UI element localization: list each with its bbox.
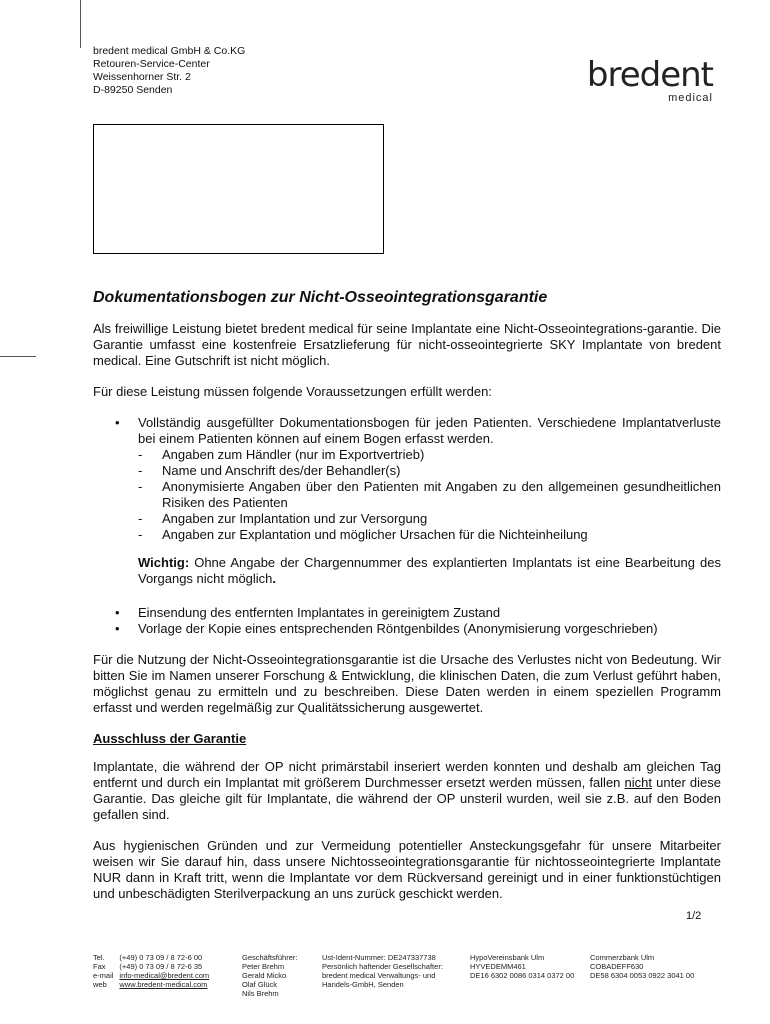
email-link[interactable]: info-medical@bredent.com [119,971,210,980]
sender-line: bredent medical GmbH & Co.KG [93,45,246,57]
usage-paragraph: Für die Nutzung der Nicht-Osseointegrationsgarantie ist die Ursache des Verlustes nicht von Bedeutung. Wir bitten Sie im Namen unserer Forschung & Entwicklung, die klinischen Daten, die zum Verlust geführt haben, möglichst genau zu ermitteln und zu beschreiben. Diese Daten werden in einem speziellen Programm erfasst und werden regelmäßig zur Qualitätssicherung ausgewertet. [93,652,721,715]
footer-bank-commerzbank: Commerzbank Ulm COBADEFF630 DE58 6304 0053 0922 3041 00 [590,953,695,980]
sub-list-item: - Angaben zur Explantation und möglicher Ursachen für die Nichteinheilung [138,527,588,542]
emphasis-underlined: nicht [624,775,653,790]
requirements-list [93,415,721,637]
sender-address [93,45,245,97]
list-item [93,605,721,621]
hygiene-paragraph: Aus hygienischen Gründen und zur Vermeidung potentieller Ansteckungsgefahr für unsere Mitarbeiter weisen wir Sie darauf hin, dass unsere Nichtosseointegrationsgarantie für nichtosseointegrierte Implantate NUR dann in Kraft tritt, wenn die Implantate vor dem Rückversand gereinigt und in einer funktionstüchtigen und unbeschädigten Sterilverpackung an uns zurück geschickt werden. [93,838,721,901]
exclusion-heading: Ausschluss der Garantie [93,731,247,746]
sender-line: D-89250 Senden [93,84,173,96]
bullet-text: Vorlage der Kopie eines entsprechenden Röntgenbildes (Anonymisierung vorgeschrieben) [138,621,658,636]
requirements-lead: Für diese Leistung müssen folgende Voraussetzungen erfüllt werden: [93,384,492,399]
fold-mark-horizontal [0,356,36,357]
sender-line: Retouren-Service-Center [93,58,210,70]
sub-list-item: - Anonymisierte Angaben über den Patienten mit Angaben zu den allgemeinen gesundheitlichen Risiken des Patienten [138,479,721,510]
address-window-box [93,124,384,254]
website-link[interactable]: www.bredent-medical.com [119,980,208,989]
fold-mark-vertical [80,0,81,48]
bullet-icon: • [115,621,120,636]
list-item [93,415,721,587]
footer-company: Ust-Ident-Nummer: DE247337738 Persönlich haftender Gesellschafter: bredent medical Verwaltungs- und Handels-GmbH, Senden [322,953,443,989]
important-note: Wichtig: Ohne Angabe der Chargennummer des explantierten Implantats ist eine Bearbeitung des Vorgangs nicht möglich. [138,555,721,586]
exclusion-paragraph: Implantate, die während der OP nicht primärstabil inseriert werden konnten und deshalb am gleichen Tag entfernt und durch ein Implantat mit größerem Durchmesser ersetzt werden müssen, fallen nicht unter diese Garantie. Das gleiche gilt für Implantate, die während der OP unsteril wurden, weil sie z.B. auf den Boden gefallen sind. [93,759,721,822]
logo-subtitle: medical [668,92,713,104]
document-title: Dokumentationsbogen zur Nicht-Osseointegrationsgarantie [93,289,548,306]
footer-bank-hypovereinsbank: HypoVereinsbank Ulm HYVEDEMM461 DE16 6302 0086 0314 0372 00 [470,953,575,980]
document-body [93,321,721,917]
sub-list-item: - Name und Anschrift des/der Behandler(s) [138,463,401,478]
sub-list [138,447,721,543]
list-item [93,621,721,637]
bullet-text: Vollständig ausgefüllter Dokumentationsbogen für jeden Patienten. Verschiedene Implantatverluste bei einem Patienten können auf einem Bogen erfasst werden. [138,415,721,446]
bullet-icon: • [115,605,120,620]
important-label: Wichtig: [138,555,190,570]
sub-list-item: - Angaben zur Implantation und zur Versorgung [138,511,428,526]
footer-contact: Tel. (+49) 0 73 09 / 8 72-6 00 Fax (+49) 0 73 09 / 8 72-6 35 e-mail info-medical@bredent.com web www.bredent-medical.com [93,953,210,989]
bullet-icon: • [115,415,120,430]
bredent-logo [583,55,713,104]
footer-management: Geschäftsführer: Peter Brehm Gerald Micko Olaf Glück Nils Brehm [242,953,298,998]
sender-line: Weissenhorner Str. 2 [93,71,191,83]
page-number: 1/2 [686,910,702,922]
logo-wordmark: bredent [586,55,713,95]
intro-paragraph: Als freiwillige Leistung bietet bredent medical für seine Implantate eine Nicht-Osseointegrations-garantie. Die Garantie umfasst eine kostenfreie Ersatzlieferung für nicht-osseointegrierte SKY Implantate von bredent medical. Eine Gutschrift ist nicht möglich. [93,321,721,368]
sub-list-item: - Angaben zum Händler (nur im Exportvertrieb) [138,447,425,462]
important-text: Ohne Angabe der Chargennummer des explantierten Implantats ist eine Bearbeitung des Vorgangs nicht möglich [138,555,721,586]
bullet-text: Einsendung des entfernten Implantates in gereinigtem Zustand [138,605,501,620]
